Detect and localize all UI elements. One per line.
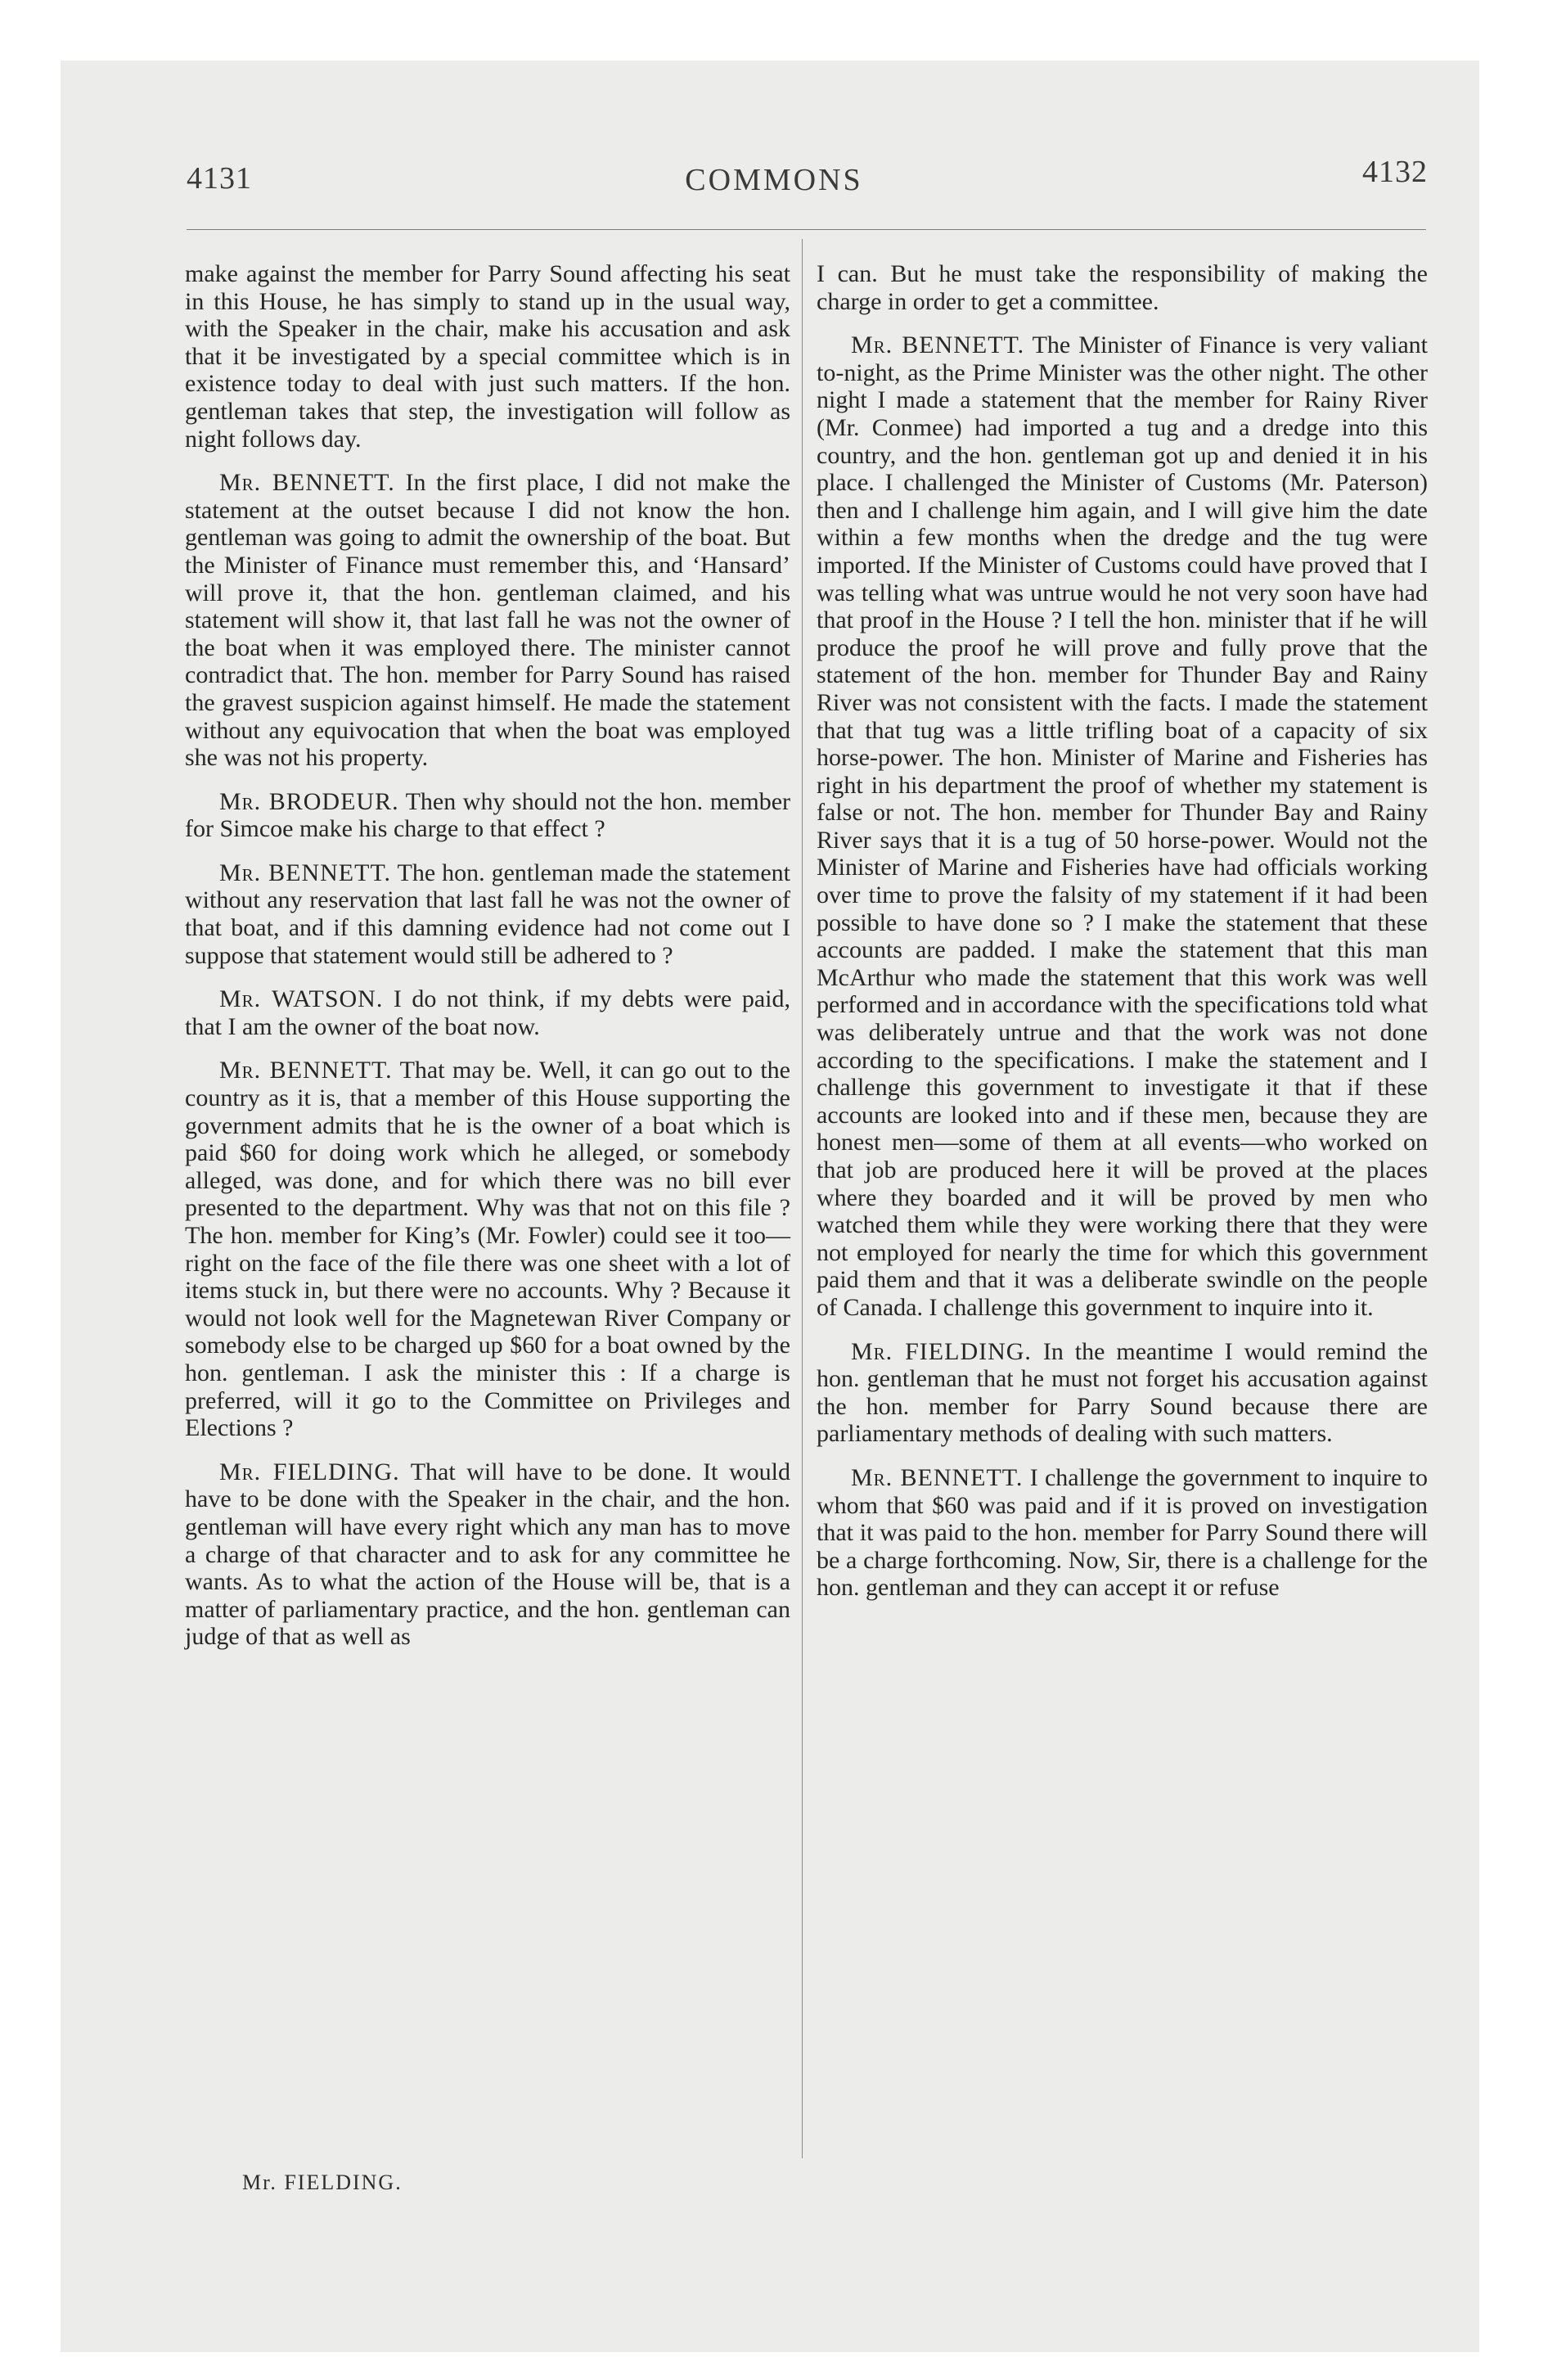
paragraph-text: That may be. Well, it can go out to the country as it is, that a member of this House supporting the government admits that he is the owner of a boat which is paid $60 for doing work which he alleged, or somebody alleged, was done, and for which there was no bill ever presented to the department. Why was that not on this file ? The hon. member for King’s (Mr. Fowler) could see it too—right on the face of the file there was one sheet with a lot of items stuck in, but there were no accounts. Why ? Because it would not look well for the Magnetewan River Company or somebody else to be charged up $60 for a boat owned by the hon. gentleman. I ask the minister this : If a charge is preferred, will it go to the Committee on Privileges and Elections ? (185, 1057, 790, 1442)
paragraph-text: I do not think, if my debts were paid, that I am the owner of the boat now. (185, 985, 791, 1040)
paragraph (817, 1338, 1428, 1448)
paragraph-text: make against the member for Parry Sound affecting his seat in this House, he has simply to stand up in the usual way, with the Speaker in the chair, make his accusation and ask that it be investigated by a special committee which is in existence today to deal with just such matters. If the hon. gentleman takes that step, the investigation will follow as night follows day. (185, 260, 790, 453)
column-divider (802, 239, 803, 2158)
speaker-name: Mr. BENNETT. (219, 859, 392, 886)
paragraph-text: I can. But he must take the responsibility of making the charge in order to get a committee. (817, 260, 1428, 315)
paragraph (185, 1458, 790, 1651)
paragraph (185, 260, 790, 453)
paragraph (185, 469, 790, 772)
right-column (817, 260, 1428, 1602)
paragraph (817, 331, 1428, 1321)
running-head: COMMONS (685, 163, 863, 197)
paragraph-text: The Minister of Finance is very valiant to-night, as the Prime Minister was the other night. The other night I made a statement that the member for Rainy River (Mr. Conmee) had imported a tug and a dredge into this country, and the hon. gentleman got up and denied it in his place. I challenged the Minister of Customs (Mr. Paterson) then and I challenge him again, and I will give him the date within a few months when the dredge and the tug were imported. If the Minister of Customs could have proved that I was telling what was untrue would he not very soon have had that proof in the House ? I tell the hon. minister that if he will produce the proof he will prove and fully prove that the statement of the hon. member for Thunder Bay and Rainy River was not consistent with the facts. I made the statement that that tug was a little trifling boat of a capacity of six horse-power. The hon. Minister of Marine and Fisheries has right in his department the proof of whether my statement is false or not. The hon. member for Thunder Bay and Rainy River says that it is a tug of 50 horse-power. Would not the Minister of Marine and Fisheries have had officials working over time to prove the falsity of my statement if it had been possible to have done so ? I make the statement that these accounts are padded. I make the statement that this man McArthur who made the statement that this work was well performed and in accordance with the specifications told what was deliberately untrue and that the work was not done according to the specifications. I make the statement and I challenge this government to investigate it that if these accounts are looked into and if these men, because they are honest men—some of them at all events—who worked on that job are produced here it will be proved at the places where they boarded and it will be proved by men who watched them while they were working there that they were not employed for nearly the time for which this government paid them and that it was a deliberate swindle on the people of Canada. I challenge this government to inquire into it. (817, 331, 1428, 1321)
left-column (185, 260, 790, 1651)
paragraph-text: The hon. gentleman made the statement without any reservation that last fall he was not the owner of that boat, and if this damning evidence had not come out I suppose that statement would still be adhered to ? (185, 859, 790, 969)
paragraph-text: Then why should not the hon. member for Simcoe make his charge to that effect ? (185, 787, 791, 843)
paragraph-text: In the meantime I would remind the hon. gentleman that he must not forget his accusation against the hon. member for Parry Sound because there are parliamentary methods of dealing with such matters. (817, 1337, 1429, 1448)
page-header (0, 155, 1548, 210)
paragraph-text: In the first place, I did not make the statement at the outset because I did not know the hon. gentleman was going to admit the ownership of the boat. But the Minister of Finance must remember this, and ‘Hansard’ will prove it, that the hon. gentleman claimed, and his statement will show it, that last fall he was not the owner of the boat when it was employed there. The minister cannot contradict that. The hon. member for Parry Sound has raised the gravest suspicion against himself. He made the statement without any equivocation that when the boat was employed she was not his property. (185, 469, 790, 772)
page-number-left: 4131 (187, 161, 252, 196)
paragraph (185, 985, 790, 1040)
speaker-name: Mr. BENNETT. (219, 1057, 393, 1084)
speaker-name: Mr. BRODEUR. (219, 787, 399, 815)
speaker-name: Mr. FIELDING. (851, 1337, 1032, 1365)
paragraph-text: I challenge the government to inquire to whom that $60 was paid and if it is proved on investigation that it was paid to the hon. member for Parry Sound there will be a charge forthcoming. Now, Sir, there is a challenge for the hon. gentleman and they can accept it or refuse (817, 1463, 1428, 1602)
paragraph (185, 859, 790, 969)
speaker-name: Mr. BENNETT. (851, 331, 1025, 359)
header-rule (187, 229, 1426, 230)
paragraph (185, 1057, 790, 1441)
paragraph (817, 260, 1428, 315)
catchword: Mr. FIELDING. (242, 2170, 403, 2194)
speaker-name: Mr. FIELDING. (219, 1458, 400, 1485)
speaker-name: Mr. WATSON. (219, 985, 384, 1013)
speaker-name: Mr. BENNETT. (851, 1463, 1024, 1491)
page-number-right: 4132 (1362, 155, 1428, 189)
paragraph (185, 788, 790, 843)
paragraph (817, 1464, 1428, 1602)
speaker-name: Mr. BENNETT. (219, 469, 395, 497)
paragraph-text: That will have to be done. It would have to be done with the Speaker in the chair, and the hon. gentleman will have every right which any man has to move a charge of that character and to ask for any committee he wants. As to what the action of the House will be, that is a matter of parliamentary practice, and the hon. gentleman can judge of that as well as (185, 1458, 790, 1651)
